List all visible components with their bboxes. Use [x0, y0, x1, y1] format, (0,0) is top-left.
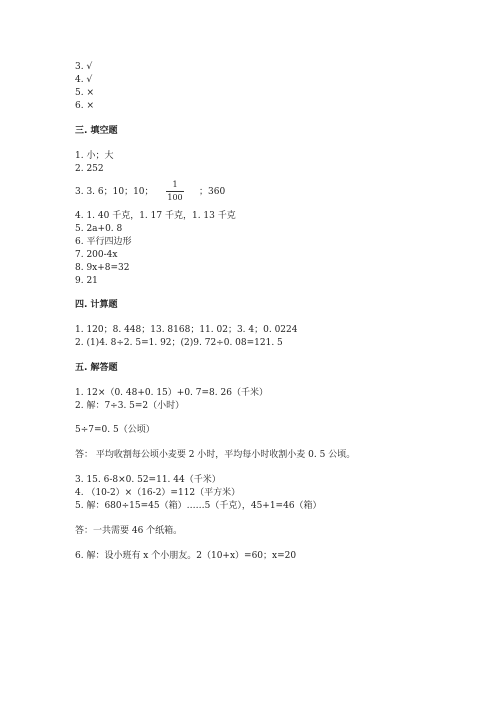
- solve-item-5-answer: 答：一共需要 46 个纸箱。: [75, 526, 183, 536]
- fill-heading: 三. 填空题: [75, 126, 118, 136]
- judge-item-6: 6. ×: [75, 101, 94, 111]
- fill-item-3-suffix: ；360: [199, 187, 226, 197]
- fill-item-3-prefix: 3. 3. 6；10；10；: [75, 187, 154, 197]
- judge-item-5: 5. ×: [75, 88, 94, 98]
- calc-heading: 四. 计算题: [75, 300, 118, 310]
- fill-item-6: 6. 平行四边形: [75, 237, 132, 247]
- fraction-numerator: 1: [172, 180, 178, 189]
- solve-item-5: 5. 解：680÷15=45（箱）……5（千克），45+1=46（箱）: [75, 501, 322, 511]
- calc-item-1: 1. 120；8. 448；13. 8168；11. 02；3. 4；0. 0224: [75, 325, 298, 335]
- solve-heading: 五. 解答题: [75, 363, 118, 373]
- fill-item-4: 4. 1. 40 千克，1. 17 千克，1. 13 千克: [75, 211, 236, 221]
- solve-item-1: 1. 12×（0. 48+0. 15）+0. 7=8. 26（千米）: [75, 388, 268, 398]
- judge-item-4: 4. √: [75, 75, 93, 85]
- fill-item-8: 8. 9x+8=32: [75, 263, 130, 273]
- fill-item-9: 9. 21: [75, 276, 98, 286]
- solve-item-3: 3. 15. 6-8×0. 52=11. 44（千米）: [75, 475, 221, 485]
- fill-item-1: 1. 小；大: [75, 151, 114, 161]
- judge-item-3: 3. √: [75, 62, 93, 72]
- solve-item-2-step: 5÷7=0. 5（公顷）: [75, 425, 155, 435]
- fill-item-7: 7. 200-4x: [75, 250, 118, 260]
- fill-item-5: 5. 2a+0. 8: [75, 224, 123, 234]
- fill-item-3-fraction: [163, 180, 187, 204]
- solve-item-6: 6. 解：设小班有 x 个小朋友。2（10+x）=60；x=20: [75, 551, 297, 561]
- fraction-bar: [166, 191, 184, 192]
- solve-item-2: 2. 解：7÷3. 5=2（小时）: [75, 401, 185, 411]
- fraction-denominator: 100: [167, 193, 183, 202]
- solve-item-2-answer: 答： 平均收割每公顷小麦要 2 小时，平均每小时收割小麦 0. 5 公顷。: [75, 450, 356, 460]
- calc-item-2: 2. (1)4. 8÷2. 5=1. 92；(2)9. 72÷0. 08=121. 5: [75, 338, 283, 348]
- fill-item-2: 2. 252: [75, 164, 104, 174]
- solve-item-4: 4. （10-2）×（16-2）=112（平方米）: [75, 488, 241, 498]
